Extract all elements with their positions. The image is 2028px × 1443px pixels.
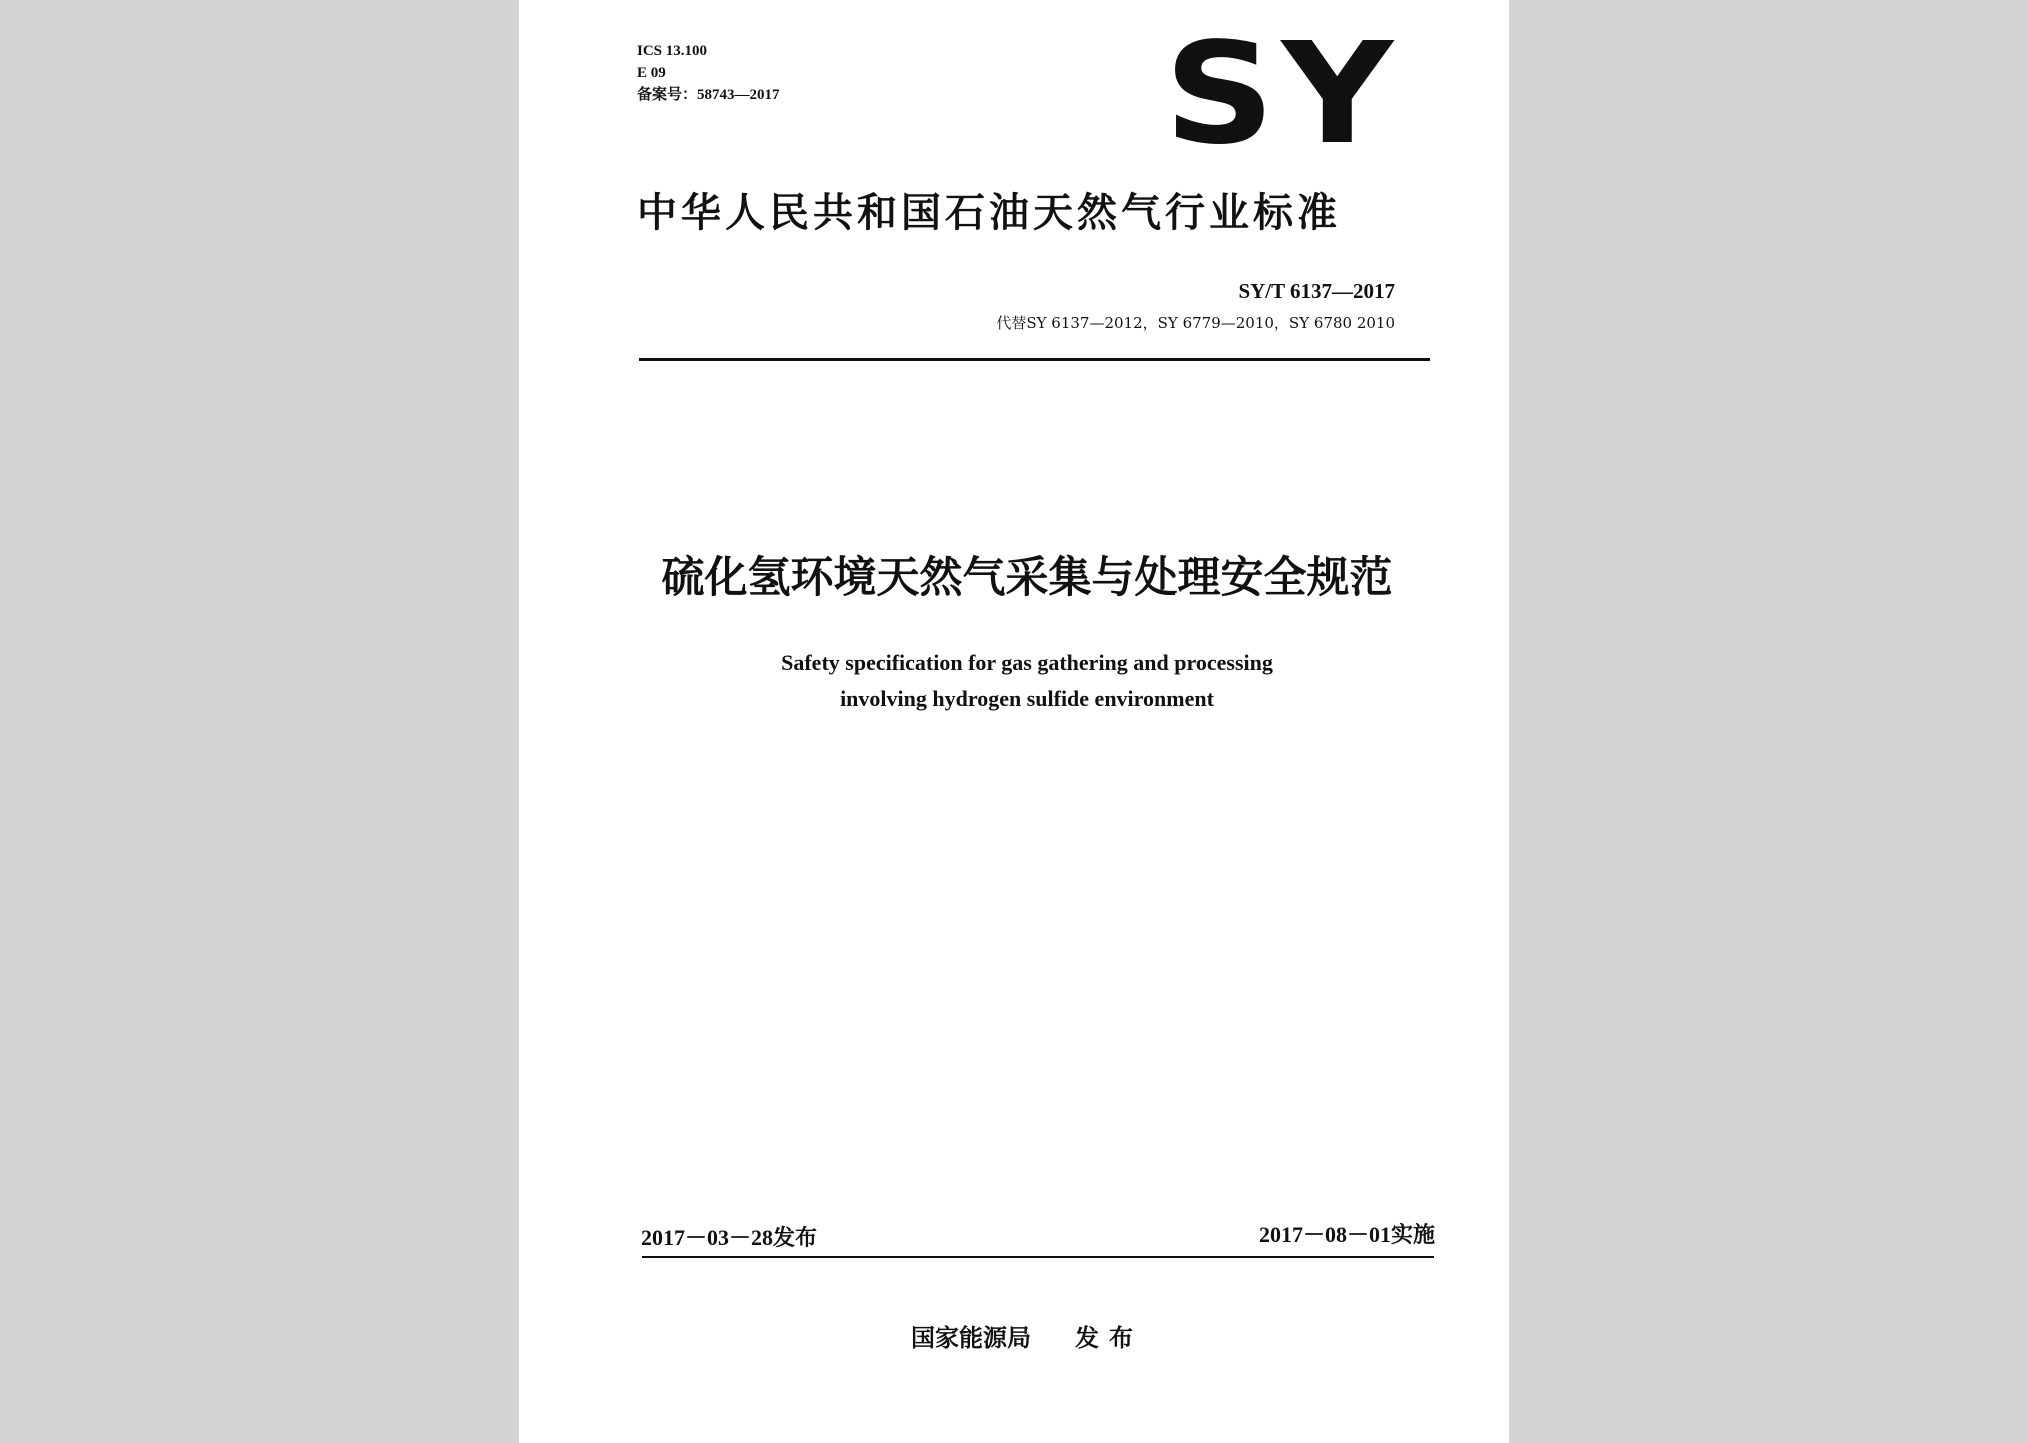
filing-number: 备案号：58743—2017	[637, 87, 780, 103]
publisher-name: 国家能源局	[911, 1324, 1031, 1352]
classification-block	[637, 40, 780, 106]
english-title-line-1: Safety specification for gas gathering and processing	[781, 650, 1273, 675]
replaces-note: 代替SY 6137—2012，SY 6779—2010，SY 6780 2010	[996, 314, 1395, 332]
standard-number: SY/T 6137—2017	[1238, 279, 1395, 303]
category-code: E 09	[637, 65, 666, 81]
industry-standard-title: 中华人民共和国石油天然气行业标准	[637, 190, 1341, 236]
ics-code: ICS 13.100	[637, 43, 708, 59]
publisher-action: 发布	[1075, 1324, 1143, 1352]
sy-logo: SY	[1164, 13, 1400, 176]
bottom-divider	[642, 1256, 1434, 1258]
top-divider	[639, 358, 1430, 361]
implementation-date: 2017－08－01实施	[1258, 1222, 1435, 1247]
issue-date: 2017－03－28发布	[641, 1225, 818, 1250]
english-title-line-2: involving hydrogen sulfide environment	[840, 686, 1214, 711]
document-title-chinese: 硫化氢环境天然气采集与处理安全规范	[661, 553, 1393, 603]
publisher-line	[519, 1322, 1535, 1354]
document-page	[519, 0, 1509, 1443]
document-title-english	[519, 645, 1535, 717]
